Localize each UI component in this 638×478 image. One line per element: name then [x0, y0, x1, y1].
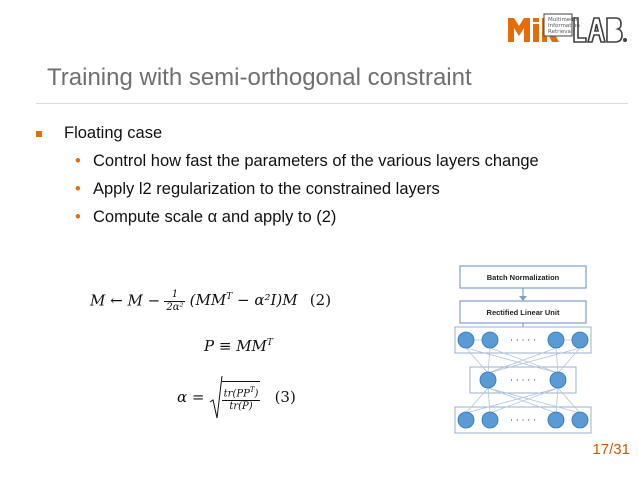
ellipsis-label: · · · · ·: [510, 376, 536, 386]
arrow-down-icon: [519, 296, 527, 301]
neuron-node: [458, 332, 474, 348]
neuron-node: [572, 332, 588, 348]
neuron-node: [548, 412, 564, 428]
sub-bullet-text: Compute scale α and apply to (2): [93, 208, 337, 226]
logo-subtitle-line: Information: [548, 23, 580, 29]
equation-2-number: (2): [309, 291, 332, 310]
neuron-node: [548, 332, 564, 348]
equation-p-definition: $P \equiv MM^T$: [204, 337, 273, 355]
square-bullet-icon: [36, 131, 42, 137]
slide-title: Training with semi-orthogonal constraint: [47, 64, 472, 91]
mirlab-logo: [504, 6, 628, 52]
equation-3-number: (3): [274, 388, 296, 406]
square-root-icon: [209, 374, 223, 420]
neuron-node: [480, 372, 496, 388]
fraction-trace-ratio: $\frac{tr(PP^T)}{tr(P)}$: [223, 385, 259, 413]
neuron-node: [482, 332, 498, 348]
sub-bullet: [75, 152, 539, 171]
fraction-one-over-2-alpha-squared: $\frac{1}{\text{2α²}}$: [166, 289, 184, 313]
neuron-node: [458, 412, 474, 428]
ellipsis-label: · · · · ·: [510, 336, 536, 346]
page-number: 17/31: [592, 441, 630, 458]
dot-bullet-icon: •: [75, 208, 81, 226]
sub-bullet-text: Apply l2 regularization to the constrained layers: [93, 180, 440, 198]
equation-2: M ← M − $\frac{1}{\text{2α²}}$ $(MM^T - \alpha^2I)M$ (2): [90, 289, 332, 313]
dot-bullet-icon: •: [75, 152, 81, 170]
ellipsis-label: · · · · ·: [510, 416, 536, 426]
sub-bullet: [75, 180, 440, 199]
neuron-node: [550, 372, 566, 388]
sub-bullet-text: Control how fast the parameters of the various layers change: [93, 152, 539, 170]
dot-bullet-icon: •: [75, 180, 81, 198]
rectified-linear-unit-label: Rectified Linear Unit: [486, 308, 560, 317]
title-divider: [36, 103, 628, 104]
logo-subtitle-line: Multimedia: [548, 17, 579, 23]
main-bullet: Floating case: [64, 124, 163, 142]
equation-3: α = $\frac{tr(PP^T)}{tr(P)}$ (3): [177, 374, 296, 420]
logo-subtitle-line: Retrieval: [548, 29, 573, 35]
sub-bullet: [75, 208, 336, 227]
neuron-node: [482, 412, 498, 428]
batch-normalization-label: Batch Normalization: [486, 273, 560, 282]
neuron-node: [572, 412, 588, 428]
network-diagram: [452, 263, 594, 443]
